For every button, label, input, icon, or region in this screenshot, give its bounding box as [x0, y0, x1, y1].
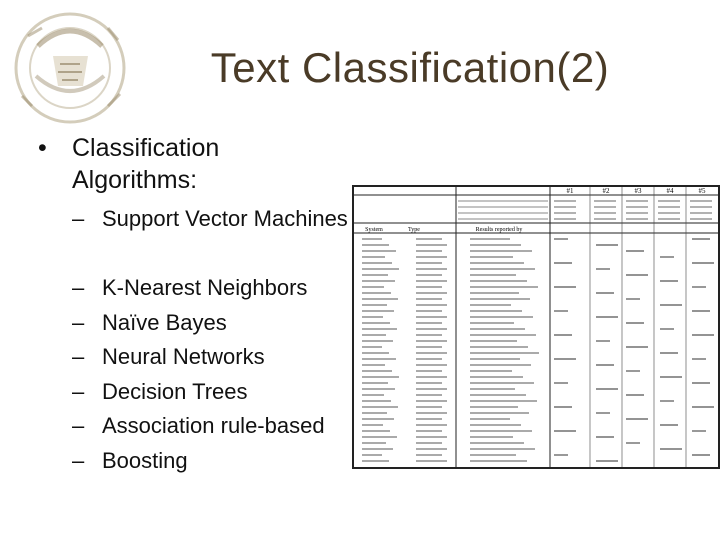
- list-item-label: Naïve Bayes: [102, 309, 227, 335]
- list-item-label: Neural Networks: [102, 344, 265, 369]
- university-seal-icon: [8, 6, 138, 136]
- dash-marker: –: [72, 447, 85, 473]
- table-col-header: #3: [634, 187, 642, 195]
- results-table-image: [352, 185, 720, 469]
- bullet-marker: •: [38, 134, 47, 162]
- dash-marker: –: [72, 309, 85, 335]
- dash-marker: –: [72, 378, 85, 404]
- results-table-drawing: [354, 187, 718, 467]
- list-item-label: Association rule-based: [102, 413, 325, 438]
- dash-marker: –: [72, 275, 85, 300]
- table-left-header: Type: [408, 227, 420, 233]
- main-bullet-text: Classification Algorithms:: [72, 134, 220, 194]
- table-col-header: #2: [602, 187, 610, 195]
- table-left-header: Results reported by: [475, 227, 523, 233]
- table-col-header: #5: [698, 187, 706, 195]
- slide-title: Text Classification(2): [210, 44, 610, 91]
- dash-marker: –: [72, 206, 85, 231]
- list-item-label: Boosting: [102, 447, 188, 473]
- dash-marker: –: [72, 344, 85, 369]
- table-col-header: #4: [666, 187, 674, 195]
- list-item-label: Decision Trees: [102, 378, 248, 404]
- table-col-header: #1: [566, 187, 574, 195]
- list-item-label: Support Vector Machines: [102, 206, 348, 231]
- dash-marker: –: [72, 413, 85, 438]
- list-item-label: K-Nearest Neighbors: [102, 275, 308, 300]
- table-left-header: System: [365, 227, 383, 233]
